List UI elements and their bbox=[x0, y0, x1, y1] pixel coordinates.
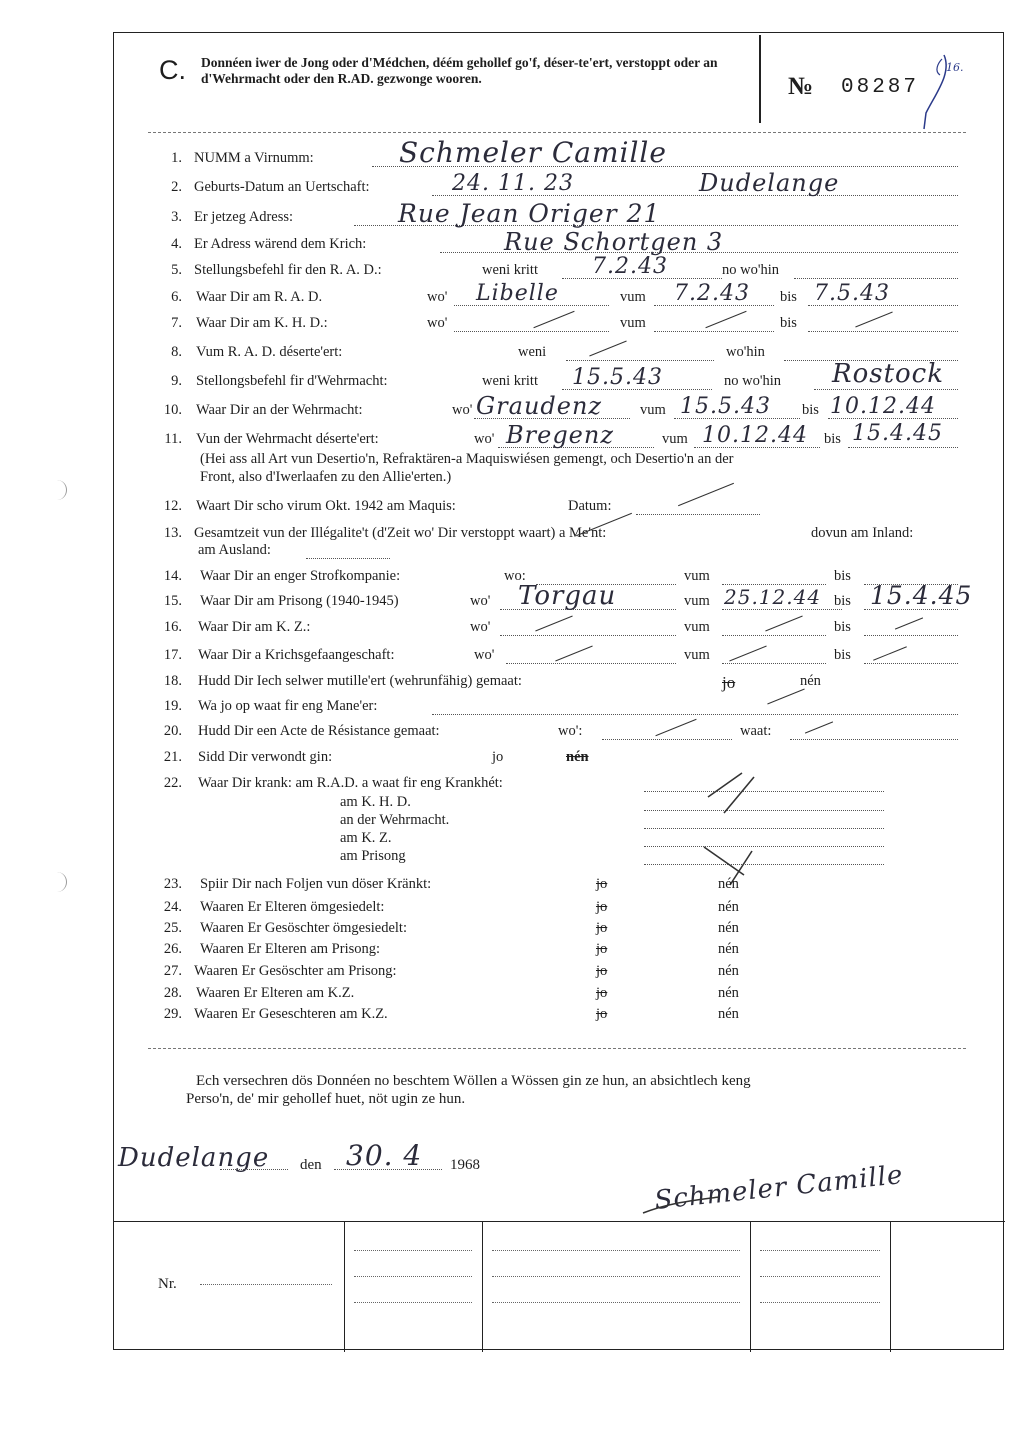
row-11-note-1 bbox=[114, 451, 1005, 471]
table-field[interactable] bbox=[492, 1302, 740, 1303]
table-field[interactable] bbox=[492, 1276, 740, 1277]
row-18 bbox=[114, 673, 1005, 693]
row-number: 5. bbox=[171, 262, 182, 278]
vum-label: vum bbox=[620, 289, 646, 305]
row-1 bbox=[114, 136, 1005, 170]
row-number: 4. bbox=[171, 236, 182, 252]
row-25 bbox=[114, 920, 1005, 940]
handwritten-date: 30. 4 bbox=[346, 1139, 423, 1172]
row-label: Waart Dir scho virum Okt. 1942 am Maquis: bbox=[196, 498, 456, 514]
row-label: Stellungsbefehl fir den R. A. D.: bbox=[194, 262, 382, 278]
row-number: 10. bbox=[163, 402, 182, 418]
jo-option[interactable]: jo bbox=[596, 899, 608, 915]
row-label: Sidd Dir verwondt gin: bbox=[198, 749, 333, 765]
row-10 bbox=[114, 392, 1005, 422]
row-number: 9. bbox=[171, 373, 182, 389]
pen-stroke bbox=[914, 53, 954, 133]
row-label: am K. Z. bbox=[340, 830, 392, 846]
nr-label: Nr. bbox=[158, 1276, 177, 1292]
row-number: 17. bbox=[163, 647, 182, 663]
row-label: Waaren Er Elteren ömgesiedelt: bbox=[200, 899, 385, 915]
handwritten-name: Schmeler Camille bbox=[399, 136, 667, 169]
wohin-label: no wo'hin bbox=[722, 262, 779, 278]
row-22d bbox=[114, 830, 1005, 850]
row-label: Waaren Er Elteren am K.Z. bbox=[196, 985, 355, 1001]
jo-option[interactable]: jo bbox=[596, 963, 608, 979]
handwritten-place: Dudelange bbox=[118, 1143, 270, 1173]
handwritten-to: 15.4.45 bbox=[870, 581, 973, 610]
row-number: 15. bbox=[163, 593, 182, 609]
row-label: am Ausland: bbox=[198, 542, 271, 558]
bis-label: bis bbox=[834, 593, 851, 609]
row-label: Vun der Wehrmacht déserte'ert: bbox=[196, 431, 379, 447]
bis-label: bis bbox=[824, 431, 841, 447]
row-label: Geburts-Datum an Uertschaft: bbox=[194, 179, 370, 195]
nr-field[interactable] bbox=[200, 1284, 332, 1285]
jo-option[interactable]: jo bbox=[596, 920, 608, 936]
sickness-slashes bbox=[694, 767, 784, 887]
waat-label: waat: bbox=[740, 723, 772, 739]
wo-label: wo: bbox=[504, 568, 526, 584]
row-label: Waaren Er Geseschteren am K.Z. bbox=[194, 1006, 388, 1022]
row-26 bbox=[114, 941, 1005, 961]
row-number: 11. bbox=[164, 431, 182, 447]
vum-label: vum bbox=[684, 568, 710, 584]
handwritten-to: 7.5.43 bbox=[814, 281, 890, 306]
wo-label: wo' bbox=[452, 402, 473, 418]
row-29 bbox=[114, 1006, 1005, 1026]
place-field[interactable] bbox=[220, 1155, 288, 1170]
row-number: 21. bbox=[163, 749, 182, 765]
row-label: NUMM a Virnumm: bbox=[194, 150, 314, 166]
row-13b bbox=[114, 542, 1005, 562]
table-field[interactable] bbox=[492, 1250, 740, 1251]
row-12 bbox=[114, 498, 1005, 518]
row-number: 29. bbox=[163, 1006, 182, 1022]
row-label: Hudd Dir een Acte de Résistance gemaat: bbox=[198, 723, 440, 739]
row-number: 14. bbox=[163, 568, 182, 584]
declaration-line-2: Perso'n, de' mir gehollef huet, nöt ugin ze hun. bbox=[186, 1091, 466, 1107]
table-divider bbox=[482, 1222, 483, 1352]
jo-option[interactable]: jo bbox=[596, 1006, 608, 1022]
handwritten-from: 10.12.44 bbox=[702, 423, 808, 448]
bis-label: bis bbox=[802, 402, 819, 418]
row-label: Wa jo op waat fir eng Mane'er: bbox=[198, 698, 378, 714]
row-number: 16. bbox=[163, 619, 182, 635]
binder-hole bbox=[56, 872, 67, 892]
bis-label: bis bbox=[780, 289, 797, 305]
field[interactable] bbox=[636, 500, 760, 515]
row-label: Waar Dir krank: am R.A.D. a waat fir eng Krankhét: bbox=[198, 775, 503, 791]
handwritten-from: 15.5.43 bbox=[680, 394, 771, 419]
row-number: 6. bbox=[171, 289, 182, 305]
row-15 bbox=[114, 581, 1005, 613]
row-7 bbox=[114, 315, 1005, 335]
row-label: Waaren Er Gesöschter am Prisong: bbox=[194, 963, 397, 979]
row-label: Spiir Dir nach Foljen vun döser Kränkt: bbox=[200, 876, 432, 892]
nen-option[interactable]: nén bbox=[718, 899, 739, 915]
row-number: 23. bbox=[163, 876, 182, 892]
row-22e bbox=[114, 848, 1005, 868]
row-number: 8. bbox=[171, 344, 182, 360]
row-label: Waar Dir am K. H. D.: bbox=[196, 315, 328, 331]
header-divider bbox=[759, 35, 761, 123]
table-field[interactable] bbox=[760, 1302, 880, 1303]
row-number: 22. bbox=[163, 775, 182, 791]
form-page bbox=[113, 32, 1004, 1350]
handwritten-place: Libelle bbox=[476, 281, 559, 306]
row-27 bbox=[114, 963, 1005, 983]
declaration-separator bbox=[148, 1048, 966, 1049]
jo-option[interactable]: jo bbox=[492, 749, 504, 765]
nen-option[interactable] bbox=[566, 749, 589, 766]
row-number: 18. bbox=[163, 673, 182, 689]
nen-option[interactable]: nén bbox=[800, 673, 821, 689]
row-number: 24. bbox=[163, 899, 182, 915]
note-text: (Hei ass all Art vun Desertio'n, Refraktären-a Maquiswiésen gemengt, och Desertio'n an der bbox=[200, 451, 734, 467]
office-table bbox=[114, 1221, 1005, 1352]
row-22 bbox=[114, 775, 1005, 795]
table-field[interactable] bbox=[354, 1250, 472, 1251]
dovun-label: dovun am Inland: bbox=[811, 525, 914, 541]
table-divider bbox=[344, 1222, 345, 1352]
vum-label: vum bbox=[684, 647, 710, 663]
row-28 bbox=[114, 985, 1005, 1005]
bis-label: bis bbox=[780, 315, 797, 331]
bis-label: bis bbox=[834, 568, 851, 584]
row-21 bbox=[114, 749, 1005, 769]
row-label: Waar Dir a Krichsgefaangeschaft: bbox=[198, 647, 395, 663]
year-label: 1968 bbox=[450, 1157, 480, 1173]
vum-label: vum bbox=[684, 619, 710, 635]
field[interactable] bbox=[306, 544, 390, 559]
nen-option[interactable]: nén bbox=[718, 985, 739, 1001]
field[interactable] bbox=[500, 621, 676, 636]
row-number: 3. bbox=[171, 209, 182, 225]
table-divider bbox=[890, 1222, 891, 1352]
note-text: Front, also d'Iwerlaafen zu den Allie'erten.) bbox=[200, 469, 452, 485]
jo-option[interactable]: jo bbox=[596, 941, 608, 957]
row-label: am Prisong bbox=[340, 848, 406, 864]
handwritten-birthplace: Dudelange bbox=[699, 169, 840, 197]
row-label: an der Wehrmacht. bbox=[340, 812, 450, 828]
wo-label: wo' bbox=[474, 647, 495, 663]
corner-note: 16. bbox=[946, 61, 964, 74]
field[interactable] bbox=[722, 570, 826, 585]
row-label: Er Adress wärend dem Krich: bbox=[194, 236, 367, 252]
row-number: 7. bbox=[171, 315, 182, 331]
row-number: 26. bbox=[163, 941, 182, 957]
nen-option[interactable]: nén bbox=[718, 941, 739, 957]
jo-option[interactable]: jo bbox=[596, 985, 608, 1001]
row-number: 28. bbox=[163, 985, 182, 1001]
handwritten-place: Torgau bbox=[518, 581, 617, 611]
row-number: 12. bbox=[163, 498, 182, 514]
row-19 bbox=[114, 698, 1005, 718]
jo-option[interactable]: jo bbox=[722, 673, 736, 692]
wohin-label: no wo'hin bbox=[724, 373, 781, 389]
handwritten-dest: Rostock bbox=[832, 359, 944, 389]
row-label: Waar Dir am Prisong (1940-1945) bbox=[200, 593, 399, 609]
field[interactable] bbox=[566, 346, 714, 361]
weni-label: weni kritt bbox=[482, 262, 538, 278]
field[interactable] bbox=[454, 317, 609, 332]
row-label: Gesamtzeit vun der Illégalite't (d'Zeit wo' Dir verstoppt waart) a Me'nt: bbox=[194, 525, 607, 541]
handwritten-place: Graudenz bbox=[476, 392, 603, 420]
wo-label: wo' bbox=[427, 315, 448, 331]
wo-label: wo': bbox=[558, 723, 583, 739]
row-5 bbox=[114, 254, 1005, 282]
jo-option[interactable]: jo bbox=[596, 876, 608, 892]
row-label: am K. H. D. bbox=[340, 794, 411, 810]
row-label: Vum R. A. D. déserte'ert: bbox=[196, 344, 343, 360]
field[interactable] bbox=[602, 725, 732, 740]
form-title: Donnéen iwer de Jong oder d'Médchen, déém gehollef go'f, déser-te'ert, verstoppt oder an d'Wehrmacht oder den R.AD. gezwonge wooren. bbox=[201, 55, 718, 86]
rad-dest-field[interactable] bbox=[794, 264, 958, 279]
nen-option[interactable]: nén bbox=[718, 920, 739, 936]
handwritten-to: 15.4.45 bbox=[852, 421, 943, 446]
vum-label: vum bbox=[662, 431, 688, 447]
vum-label: vum bbox=[640, 402, 666, 418]
wo-label: wo' bbox=[470, 619, 491, 635]
row-label: Waar Dir an der Wehrmacht: bbox=[196, 402, 363, 418]
nen-option[interactable]: nén bbox=[718, 876, 739, 892]
field[interactable] bbox=[432, 700, 958, 715]
row-11 bbox=[114, 421, 1005, 451]
handwritten-date: 15.5.43 bbox=[572, 365, 663, 390]
field[interactable] bbox=[808, 317, 958, 332]
den-label: den bbox=[300, 1157, 322, 1173]
handwritten-from: 7.2.43 bbox=[674, 281, 750, 306]
datum-label: Datum: bbox=[568, 498, 612, 514]
row-number: 25. bbox=[163, 920, 182, 936]
row-11-note-2 bbox=[114, 469, 1005, 489]
number-symbol: № bbox=[788, 73, 814, 100]
row-label: Waar Dir am R. A. D. bbox=[196, 289, 323, 305]
header-separator bbox=[148, 132, 966, 133]
row-number: 19. bbox=[163, 698, 182, 714]
row-label: Hudd Dir Iech selwer mutille'ert (wehrunfähig) gemaat: bbox=[198, 673, 522, 689]
wo-label: wo' bbox=[474, 431, 495, 447]
row-label: Waaren Er Elteren am Prisong: bbox=[200, 941, 381, 957]
row-22b bbox=[114, 794, 1005, 814]
row-number: 20. bbox=[163, 723, 182, 739]
field[interactable] bbox=[722, 621, 826, 636]
nen-text: nén bbox=[566, 749, 589, 765]
row-20 bbox=[114, 723, 1005, 743]
wohin-label: wo'hin bbox=[726, 344, 765, 360]
weni-label: weni kritt bbox=[482, 373, 538, 389]
row-label: Waaren Er Gesöschter ömgesiedelt: bbox=[200, 920, 407, 936]
row-label: Waar Dir an enger Strofkompanie: bbox=[200, 568, 401, 584]
bis-label: bis bbox=[834, 619, 851, 635]
signature-flourish bbox=[639, 1183, 739, 1223]
vum-label: vum bbox=[620, 315, 646, 331]
table-field[interactable] bbox=[760, 1250, 880, 1251]
row-label: Stellongsbefehl fir d'Wehrmacht: bbox=[196, 373, 388, 389]
row-number: 1. bbox=[171, 150, 182, 166]
row-16 bbox=[114, 619, 1005, 639]
binder-hole bbox=[56, 480, 67, 500]
table-field[interactable] bbox=[354, 1276, 472, 1277]
row-24 bbox=[114, 899, 1005, 919]
row-3 bbox=[114, 199, 1005, 229]
table-field[interactable] bbox=[760, 1276, 880, 1277]
wo-label: wo' bbox=[427, 289, 448, 305]
nen-option[interactable]: nén bbox=[718, 963, 739, 979]
row-label: Waar Dir am K. Z.: bbox=[198, 619, 311, 635]
handwritten-birthdate: 24. 11. 23 bbox=[452, 171, 574, 196]
wo-label: wo' bbox=[470, 593, 491, 609]
handwritten-address: Rue Jean Origer 21 bbox=[398, 199, 661, 228]
row-22c bbox=[114, 812, 1005, 832]
table-divider bbox=[750, 1222, 751, 1352]
handwritten-to: 10.12.44 bbox=[830, 394, 936, 419]
nen-option[interactable]: nén bbox=[718, 1006, 739, 1022]
field[interactable] bbox=[864, 621, 958, 636]
row-23 bbox=[114, 876, 1005, 896]
row-17 bbox=[114, 647, 1005, 667]
signature: Schmeler Camille bbox=[653, 1160, 905, 1216]
weni-label: weni bbox=[518, 344, 547, 360]
row-6 bbox=[114, 281, 1005, 309]
row-number: 27. bbox=[163, 963, 182, 979]
row-4 bbox=[114, 228, 1005, 256]
row-number: 13. bbox=[163, 525, 182, 541]
section-letter: C. bbox=[159, 55, 186, 85]
table-field[interactable] bbox=[354, 1302, 472, 1303]
declaration-line-1: Ech versechren dös Donnéen no beschtem Wöllen a Wössen gin ze hun, an absichtlech keng bbox=[196, 1073, 751, 1089]
row-2 bbox=[114, 169, 1005, 199]
vum-label: vum bbox=[684, 593, 710, 609]
handwritten-rad-date: 7.2.43 bbox=[592, 254, 668, 279]
handwritten-wartime-address: Rue Schortgen 3 bbox=[504, 228, 724, 256]
row-number: 2. bbox=[171, 179, 182, 195]
bis-label: bis bbox=[834, 647, 851, 663]
row-label: Er jetzeg Adress: bbox=[194, 209, 294, 225]
row-9 bbox=[114, 359, 1005, 393]
handwritten-from: 25.12.44 bbox=[724, 585, 822, 609]
handwritten-place: Bregenz bbox=[506, 421, 614, 449]
field[interactable] bbox=[506, 649, 676, 664]
form-number: 08287 bbox=[841, 76, 920, 99]
